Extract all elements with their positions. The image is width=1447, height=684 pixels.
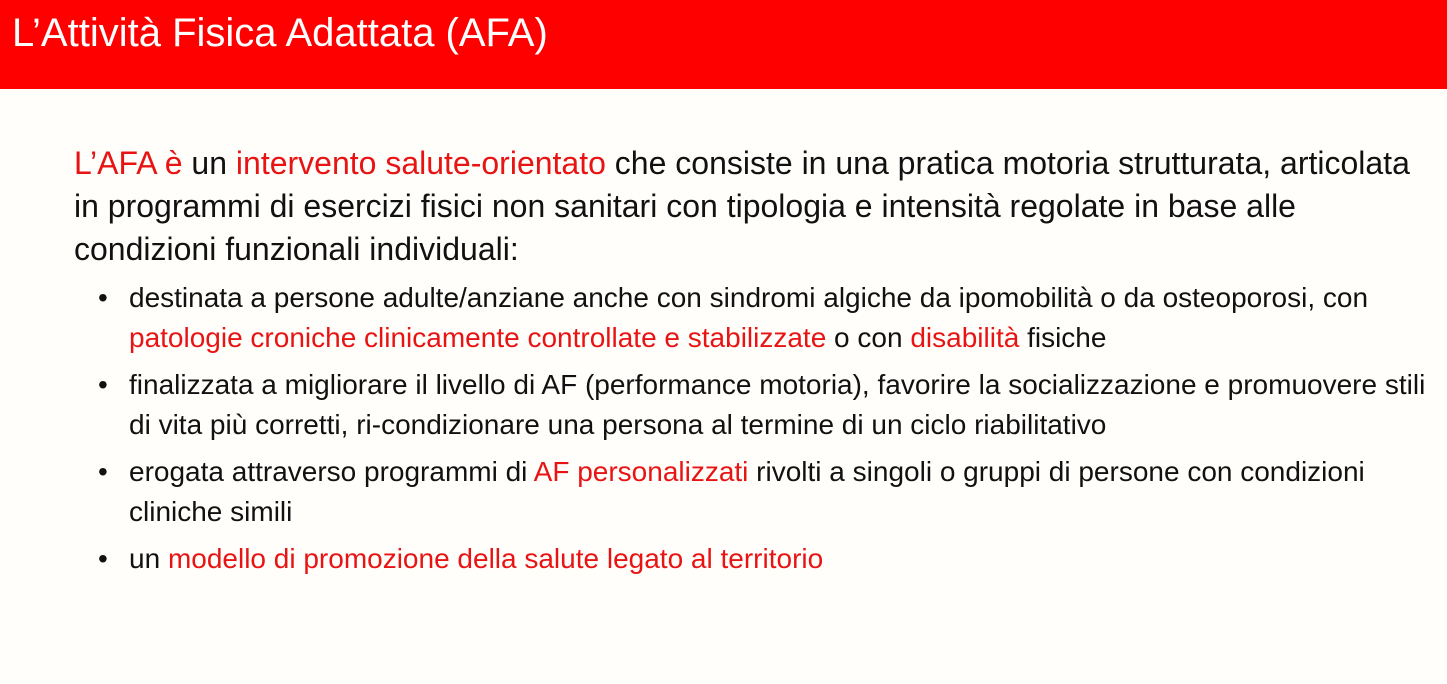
- bullet-text: destinata a persone adulte/anziane anche con sindromi algiche da ipomobilità o da osteoporosi, con: [129, 282, 1369, 313]
- title-bar: [0, 0, 1447, 89]
- bullet-item-finalizzata: [74, 365, 1434, 444]
- bullet-text: fisiche: [1019, 321, 1107, 353]
- intro-text-2: che consiste in una pratica motoria strutturata, articolata in programmi di esercizi fisici non sanitari con tipologia e intensità regolate in base alle condizioni funzionali individuali:: [74, 145, 1410, 267]
- bullet-item-modello: [74, 539, 1434, 579]
- intro-red-term: L’AFA è: [74, 145, 183, 181]
- bullet-red-text: disabilità: [910, 321, 1020, 353]
- bullet-text: rivolti a singoli o gruppi di persone con condizioni cliniche simili: [129, 456, 1365, 527]
- intro-red-phrase: intervento salute-orientato: [235, 145, 606, 181]
- slide-body: [74, 142, 1434, 587]
- bullet-list: [74, 278, 1434, 579]
- intro-paragraph: [74, 142, 1434, 271]
- bullet-item-erogata: [74, 452, 1434, 531]
- bullet-text: o con: [826, 321, 911, 353]
- bullet-icon: •: [98, 456, 108, 487]
- slide-title: L’Attività Fisica Adattata (AFA): [12, 11, 548, 55]
- bullet-item-destinata: [74, 278, 1434, 357]
- bullet-icon: •: [98, 282, 108, 313]
- bullet-text: un: [129, 543, 168, 574]
- bullet-icon: •: [98, 369, 108, 400]
- bullet-icon: •: [98, 543, 108, 574]
- bullet-text: erogata attraverso programmi di: [129, 456, 534, 487]
- bullet-text: finalizzata a migliorare il livello di AF (performance motoria), favorire la socializzazione e promuovere stili di vita più corretti, ri-condizionare una persona al termine di un ciclo riabilitativo: [129, 369, 1426, 440]
- intro-text-1: un: [182, 145, 236, 181]
- bullet-red-text: patologie croniche clinicamente controllate e stabilizzate: [129, 321, 827, 353]
- bullet-red-text: AF personalizzati: [533, 456, 749, 487]
- bullet-red-text: modello di promozione della salute legato al territorio: [167, 543, 824, 574]
